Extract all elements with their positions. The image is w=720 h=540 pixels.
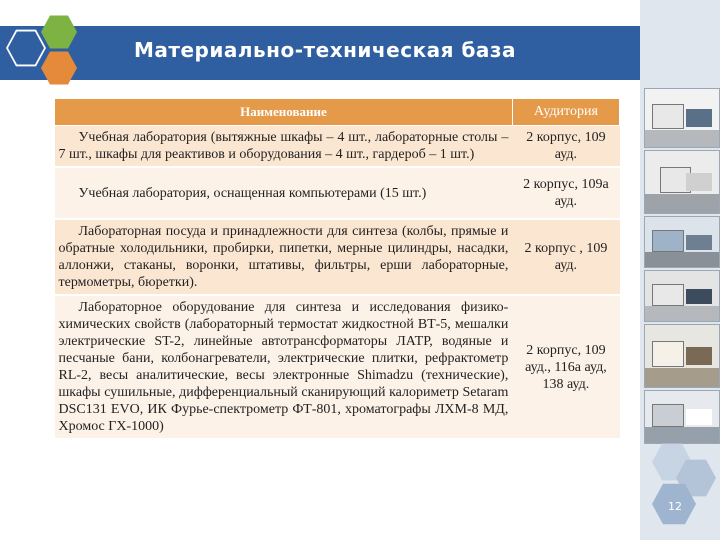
lab-photo xyxy=(644,88,720,148)
row-room-cell: 2 корпус, 109а ауд. xyxy=(512,167,619,219)
row-room-cell: 2 корпус, 109 ауд. xyxy=(512,126,619,168)
lab-photo xyxy=(644,390,720,444)
table-header-row xyxy=(55,99,620,126)
row-room-cell: 2 корпус , 109 ауд. xyxy=(512,219,619,295)
lab-photo xyxy=(644,216,720,268)
page-number: 12 xyxy=(668,500,682,513)
row-name-cell: Учебная лаборатория, оснащенная компьютерами (15 шт.) xyxy=(55,167,513,219)
table-row xyxy=(55,167,620,219)
table-row xyxy=(55,295,620,439)
lab-photo xyxy=(644,150,720,214)
row-name-cell: Лабораторное оборудование для синтеза и исследования физико-химических свойств (лабораторный термостат жидкостной ВТ-5, мешалки электрические ST-2, линейные автотрансформаторы ЛАТР, водяные и песчаные бани, колбонагреватели, электрические плитки, рефрактометр RL-2, весы аналитические, весы электронные Shimadzu (технические), шкафы сушильные, дифференциальный сканирующий калориметр Setaram DSC131 EVO, ИК Фурье-спектрометр ФТ-801, хроматографы ЛХМ-8 МД, Хромос ГХ-1000) xyxy=(55,295,513,439)
equipment-table xyxy=(54,98,620,440)
page-title: Материально-техническая база xyxy=(134,38,517,62)
lab-photo xyxy=(644,324,720,388)
row-name-cell: Учебная лаборатория (вытяжные шкафы – 4 шт., лабораторные столы – 7 шт., шкафы для реактивов и оборудования – 4 шт., гардероб – 1 шт.) xyxy=(55,126,513,168)
lab-photo xyxy=(644,270,720,322)
row-room-cell: 2 корпус, 109 ауд., 116а ауд, 138 ауд. xyxy=(512,295,619,439)
table-row xyxy=(55,126,620,168)
column-header-room: Аудитория xyxy=(512,99,619,126)
column-header-name: Наименование xyxy=(55,99,513,126)
row-name-cell: Лабораторная посуда и принадлежности для синтеза (колбы, прямые и обратные холодильники, пробирки, пипетки, мерные цилиндры, насадки, аллонжи, стаканы, воронки, штативы, фильтры, ерши лабораторные, термометры, бюретки). xyxy=(55,219,513,295)
table-row xyxy=(55,219,620,295)
